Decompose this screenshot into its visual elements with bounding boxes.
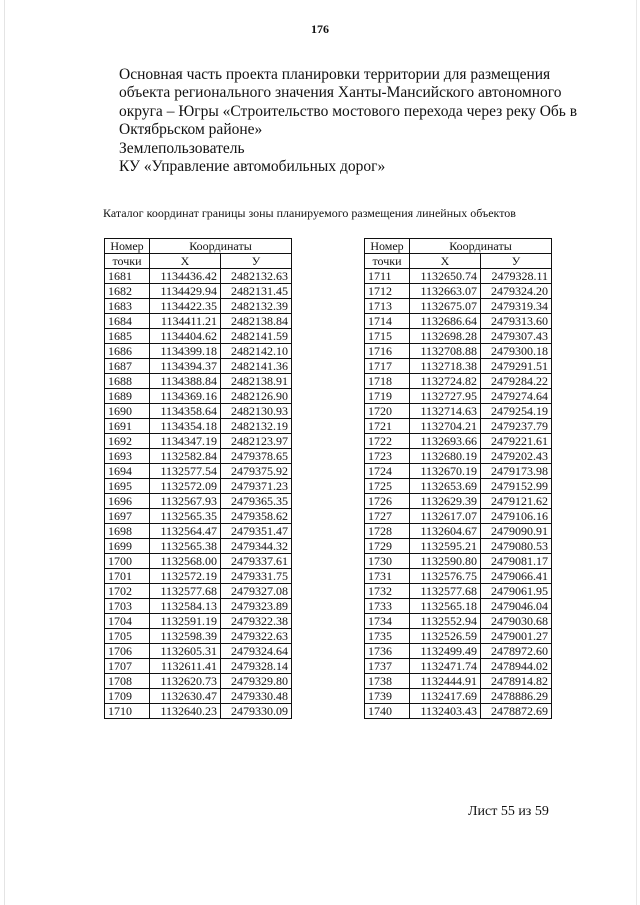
x-coordinate-cell: 1132565.18 (410, 599, 481, 614)
table-row (365, 329, 552, 344)
table-row (105, 584, 292, 599)
y-coordinate-cell: 2479307.43 (481, 329, 552, 344)
heading-line: округа – Югры «Строительство мостового перехода через реку Обь в (119, 102, 578, 120)
y-coordinate-cell: 2482138.91 (221, 374, 292, 389)
point-number-cell: 1711 (365, 269, 410, 284)
heading-line: Октябрьском районе» (119, 121, 263, 139)
y-coordinate-cell: 2479330.09 (221, 704, 292, 719)
y-coordinate-cell: 2479274.64 (481, 389, 552, 404)
x-coordinate-cell: 1134422.35 (150, 299, 221, 314)
y-coordinate-cell: 2479323.89 (221, 599, 292, 614)
point-number-cell: 1696 (105, 494, 150, 509)
y-coordinate-cell: 2478886.29 (481, 689, 552, 704)
table-row (105, 374, 292, 389)
point-number-cell: 1709 (105, 689, 150, 704)
y-coordinate-cell: 2482131.45 (221, 284, 292, 299)
x-coordinate-cell: 1132620.73 (150, 674, 221, 689)
x-coordinate-cell: 1134429.94 (150, 284, 221, 299)
y-coordinate-cell: 2479378.65 (221, 449, 292, 464)
y-coordinate-cell: 2479337.61 (221, 554, 292, 569)
point-number-cell: 1712 (365, 284, 410, 299)
y-coordinate-cell: 2482126.90 (221, 389, 292, 404)
x-coordinate-cell: 1132577.68 (410, 584, 481, 599)
point-number-cell: 1690 (105, 404, 150, 419)
table-row (105, 629, 292, 644)
table-row (105, 389, 292, 404)
x-coordinate-cell: 1132653.69 (410, 479, 481, 494)
x-coordinate-cell: 1132417.69 (410, 689, 481, 704)
x-coordinate-cell: 1134354.18 (150, 419, 221, 434)
heading-line: Землепользователь (119, 139, 245, 157)
y-coordinate-cell: 2479081.17 (481, 554, 552, 569)
y-coordinate-cell: 2478972.60 (481, 644, 552, 659)
y-coordinate-cell: 2482142.10 (221, 344, 292, 359)
x-coordinate-cell: 1134436.42 (150, 269, 221, 284)
x-coordinate-cell: 1132403.43 (410, 704, 481, 719)
y-coordinate-cell: 2479202.43 (481, 449, 552, 464)
table-row (105, 434, 292, 449)
x-coordinate-cell: 1132591.19 (150, 614, 221, 629)
table-row (365, 344, 552, 359)
point-number-cell: 1732 (365, 584, 410, 599)
table-row (105, 404, 292, 419)
heading-line: КУ «Управление автомобильных дорог» (119, 158, 386, 176)
heading-line: объекта регионального значения Ханты-Мансийского автономного (119, 84, 562, 102)
x-coordinate-cell: 1132568.00 (150, 554, 221, 569)
table-row (365, 449, 552, 464)
y-coordinate-cell: 2479300.18 (481, 344, 552, 359)
y-coordinate-cell: 2482123.97 (221, 434, 292, 449)
point-number-cell: 1724 (365, 464, 410, 479)
table-row (365, 479, 552, 494)
point-number-cell: 1688 (105, 374, 150, 389)
x-coordinate-cell: 1132552.94 (410, 614, 481, 629)
table-row (105, 704, 292, 719)
x-coordinate-cell: 1132564.47 (150, 524, 221, 539)
table-row (105, 359, 292, 374)
x-coordinate-cell: 1132471.74 (410, 659, 481, 674)
header-x: X (410, 254, 481, 269)
table-row (105, 614, 292, 629)
point-number-cell: 1687 (105, 359, 150, 374)
y-coordinate-cell: 2482132.63 (221, 269, 292, 284)
x-coordinate-cell: 1132605.31 (150, 644, 221, 659)
table-row (365, 614, 552, 629)
point-number-cell: 1681 (105, 269, 150, 284)
y-coordinate-cell: 2478872.69 (481, 704, 552, 719)
point-number-cell: 1722 (365, 434, 410, 449)
point-number-cell: 1717 (365, 359, 410, 374)
x-coordinate-cell: 1132675.07 (410, 299, 481, 314)
point-number-cell: 1738 (365, 674, 410, 689)
y-coordinate-cell: 2479351.47 (221, 524, 292, 539)
x-coordinate-cell: 1132565.35 (150, 509, 221, 524)
x-coordinate-cell: 1132704.21 (410, 419, 481, 434)
x-coordinate-cell: 1132718.38 (410, 359, 481, 374)
x-coordinate-cell: 1132582.84 (150, 449, 221, 464)
y-coordinate-cell: 2479066.41 (481, 569, 552, 584)
table-row (105, 659, 292, 674)
table-row (105, 419, 292, 434)
table-row (365, 674, 552, 689)
table-row (105, 449, 292, 464)
x-coordinate-cell: 1132572.19 (150, 569, 221, 584)
table-row (105, 464, 292, 479)
coordinates-table-right (364, 238, 552, 719)
x-coordinate-cell: 1134369.16 (150, 389, 221, 404)
point-number-cell: 1729 (365, 539, 410, 554)
x-coordinate-cell: 1134411.21 (150, 314, 221, 329)
point-number-cell: 1737 (365, 659, 410, 674)
table-row (365, 299, 552, 314)
point-number-cell: 1739 (365, 689, 410, 704)
table-row (365, 629, 552, 644)
point-number-cell: 1708 (105, 674, 150, 689)
page-number: 176 (311, 22, 329, 36)
table-row (105, 329, 292, 344)
y-coordinate-cell: 2479328.14 (221, 659, 292, 674)
x-coordinate-cell: 1132727.95 (410, 389, 481, 404)
catalog-title: Каталог координат границы зоны планируемого размещения линейных объектов (103, 206, 516, 220)
x-coordinate-cell: 1132686.64 (410, 314, 481, 329)
x-coordinate-cell: 1132576.75 (410, 569, 481, 584)
table-row (365, 494, 552, 509)
table-row (105, 569, 292, 584)
sheet-counter: Лист 55 из 59 (468, 804, 549, 819)
y-coordinate-cell: 2479358.62 (221, 509, 292, 524)
y-coordinate-cell: 2479331.75 (221, 569, 292, 584)
y-coordinate-cell: 2479046.04 (481, 599, 552, 614)
point-number-cell: 1686 (105, 344, 150, 359)
x-coordinate-cell: 1132630.47 (150, 689, 221, 704)
x-coordinate-cell: 1132577.68 (150, 584, 221, 599)
heading-line: Основная часть проекта планировки территории для размещения (119, 66, 551, 83)
point-number-cell: 1685 (105, 329, 150, 344)
point-number-cell: 1731 (365, 569, 410, 584)
table-row (365, 524, 552, 539)
point-number-cell: 1725 (365, 479, 410, 494)
table-row (105, 539, 292, 554)
point-number-cell: 1716 (365, 344, 410, 359)
x-coordinate-cell: 1132708.88 (410, 344, 481, 359)
y-coordinate-cell: 2479375.92 (221, 464, 292, 479)
table-row (105, 644, 292, 659)
point-number-cell: 1689 (105, 389, 150, 404)
x-coordinate-cell: 1132629.39 (410, 494, 481, 509)
table-row (365, 434, 552, 449)
y-coordinate-cell: 2479330.48 (221, 689, 292, 704)
point-number-cell: 1702 (105, 584, 150, 599)
x-coordinate-cell: 1132595.21 (410, 539, 481, 554)
y-coordinate-cell: 2482132.39 (221, 299, 292, 314)
point-number-cell: 1727 (365, 509, 410, 524)
header-coordinates: Координаты (150, 239, 292, 254)
point-number-cell: 1694 (105, 464, 150, 479)
header-point-number: Номер (365, 239, 410, 254)
header-y: У (221, 254, 292, 269)
table-row (105, 479, 292, 494)
coordinates-table-left (104, 238, 292, 719)
y-coordinate-cell: 2479324.20 (481, 284, 552, 299)
point-number-cell: 1726 (365, 494, 410, 509)
x-coordinate-cell: 1132680.19 (410, 449, 481, 464)
table-row (105, 674, 292, 689)
point-number-cell: 1704 (105, 614, 150, 629)
point-number-cell: 1703 (105, 599, 150, 614)
x-coordinate-cell: 1132577.54 (150, 464, 221, 479)
x-coordinate-cell: 1132724.82 (410, 374, 481, 389)
y-coordinate-cell: 2479001.27 (481, 629, 552, 644)
table-row (105, 494, 292, 509)
x-coordinate-cell: 1132526.59 (410, 629, 481, 644)
point-number-cell: 1682 (105, 284, 150, 299)
x-coordinate-cell: 1132650.74 (410, 269, 481, 284)
point-number-cell: 1705 (105, 629, 150, 644)
y-coordinate-cell: 2479152.99 (481, 479, 552, 494)
y-coordinate-cell: 2479030.68 (481, 614, 552, 629)
y-coordinate-cell: 2482132.19 (221, 419, 292, 434)
x-coordinate-cell: 1132698.28 (410, 329, 481, 344)
point-number-cell: 1718 (365, 374, 410, 389)
table-row (105, 599, 292, 614)
x-coordinate-cell: 1132604.67 (410, 524, 481, 539)
point-number-cell: 1683 (105, 299, 150, 314)
point-number-cell: 1723 (365, 449, 410, 464)
x-coordinate-cell: 1132617.07 (410, 509, 481, 524)
x-coordinate-cell: 1132640.23 (150, 704, 221, 719)
table-row (365, 464, 552, 479)
x-coordinate-cell: 1132670.19 (410, 464, 481, 479)
x-coordinate-cell: 1134347.19 (150, 434, 221, 449)
header-point-label: точки (365, 254, 410, 269)
point-number-cell: 1730 (365, 554, 410, 569)
x-coordinate-cell: 1134394.37 (150, 359, 221, 374)
y-coordinate-cell: 2479284.22 (481, 374, 552, 389)
point-number-cell: 1719 (365, 389, 410, 404)
x-coordinate-cell: 1134404.62 (150, 329, 221, 344)
y-coordinate-cell: 2478944.02 (481, 659, 552, 674)
table-row (365, 359, 552, 374)
x-coordinate-cell: 1134388.84 (150, 374, 221, 389)
x-coordinate-cell: 1132590.80 (410, 554, 481, 569)
table-row (105, 524, 292, 539)
y-coordinate-cell: 2482130.93 (221, 404, 292, 419)
document-heading (119, 66, 579, 176)
point-number-cell: 1733 (365, 599, 410, 614)
table-row (365, 389, 552, 404)
y-coordinate-cell: 2479106.16 (481, 509, 552, 524)
table-body-left (105, 269, 292, 719)
point-number-cell: 1706 (105, 644, 150, 659)
y-coordinate-cell: 2479319.34 (481, 299, 552, 314)
table-row (105, 554, 292, 569)
x-coordinate-cell: 1134399.18 (150, 344, 221, 359)
y-coordinate-cell: 2479313.60 (481, 314, 552, 329)
y-coordinate-cell: 2479173.98 (481, 464, 552, 479)
table-row (365, 659, 552, 674)
point-number-cell: 1715 (365, 329, 410, 344)
point-number-cell: 1710 (105, 704, 150, 719)
point-number-cell: 1693 (105, 449, 150, 464)
table-row (365, 374, 552, 389)
x-coordinate-cell: 1132444.91 (410, 674, 481, 689)
point-number-cell: 1728 (365, 524, 410, 539)
point-number-cell: 1700 (105, 554, 150, 569)
x-coordinate-cell: 1132663.07 (410, 284, 481, 299)
header-x: X (150, 254, 221, 269)
point-number-cell: 1695 (105, 479, 150, 494)
y-coordinate-cell: 2479291.51 (481, 359, 552, 374)
table-row (365, 584, 552, 599)
y-coordinate-cell: 2479061.95 (481, 584, 552, 599)
y-coordinate-cell: 2478914.82 (481, 674, 552, 689)
x-coordinate-cell: 1132611.41 (150, 659, 221, 674)
x-coordinate-cell: 1132714.63 (410, 404, 481, 419)
table-row (105, 314, 292, 329)
y-coordinate-cell: 2479322.38 (221, 614, 292, 629)
point-number-cell: 1714 (365, 314, 410, 329)
point-number-cell: 1697 (105, 509, 150, 524)
x-coordinate-cell: 1132567.93 (150, 494, 221, 509)
y-coordinate-cell: 2479221.61 (481, 434, 552, 449)
header-point-label: точки (105, 254, 150, 269)
x-coordinate-cell: 1132693.66 (410, 434, 481, 449)
point-number-cell: 1692 (105, 434, 150, 449)
table-row (365, 554, 552, 569)
y-coordinate-cell: 2482141.59 (221, 329, 292, 344)
header-coordinates: Координаты (410, 239, 552, 254)
table-row (105, 509, 292, 524)
point-number-cell: 1735 (365, 629, 410, 644)
y-coordinate-cell: 2479254.19 (481, 404, 552, 419)
point-number-cell: 1684 (105, 314, 150, 329)
point-number-cell: 1691 (105, 419, 150, 434)
y-coordinate-cell: 2479328.11 (481, 269, 552, 284)
table-row (365, 284, 552, 299)
header-point-number: Номер (105, 239, 150, 254)
x-coordinate-cell: 1132572.09 (150, 479, 221, 494)
point-number-cell: 1721 (365, 419, 410, 434)
y-coordinate-cell: 2479344.32 (221, 539, 292, 554)
point-number-cell: 1740 (365, 704, 410, 719)
point-number-cell: 1699 (105, 539, 150, 554)
table-row (365, 419, 552, 434)
y-coordinate-cell: 2479237.79 (481, 419, 552, 434)
y-coordinate-cell: 2482138.84 (221, 314, 292, 329)
table-row (365, 314, 552, 329)
page-edge-right (636, 0, 637, 905)
x-coordinate-cell: 1132598.39 (150, 629, 221, 644)
table-row (105, 689, 292, 704)
x-coordinate-cell: 1134358.64 (150, 404, 221, 419)
point-number-cell: 1720 (365, 404, 410, 419)
table-row (105, 344, 292, 359)
y-coordinate-cell: 2479080.53 (481, 539, 552, 554)
y-coordinate-cell: 2479322.63 (221, 629, 292, 644)
y-coordinate-cell: 2479329.80 (221, 674, 292, 689)
y-coordinate-cell: 2479121.62 (481, 494, 552, 509)
table-row (105, 284, 292, 299)
x-coordinate-cell: 1132584.13 (150, 599, 221, 614)
y-coordinate-cell: 2479365.35 (221, 494, 292, 509)
point-number-cell: 1698 (105, 524, 150, 539)
table-row (105, 269, 292, 284)
header-y: У (481, 254, 552, 269)
point-number-cell: 1713 (365, 299, 410, 314)
point-number-cell: 1736 (365, 644, 410, 659)
y-coordinate-cell: 2479324.64 (221, 644, 292, 659)
table-row (365, 704, 552, 719)
y-coordinate-cell: 2479090.91 (481, 524, 552, 539)
x-coordinate-cell: 1132499.49 (410, 644, 481, 659)
y-coordinate-cell: 2479327.08 (221, 584, 292, 599)
y-coordinate-cell: 2479371.23 (221, 479, 292, 494)
table-body-right (365, 269, 552, 719)
point-number-cell: 1701 (105, 569, 150, 584)
point-number-cell: 1734 (365, 614, 410, 629)
table-row (365, 599, 552, 614)
table-row (105, 299, 292, 314)
table-row (365, 569, 552, 584)
table-row (365, 269, 552, 284)
table-row (365, 539, 552, 554)
y-coordinate-cell: 2482141.36 (221, 359, 292, 374)
table-row (365, 689, 552, 704)
page-edge-left (4, 0, 5, 905)
table-row (365, 509, 552, 524)
x-coordinate-cell: 1132565.38 (150, 539, 221, 554)
point-number-cell: 1707 (105, 659, 150, 674)
table-row (365, 644, 552, 659)
table-row (365, 404, 552, 419)
